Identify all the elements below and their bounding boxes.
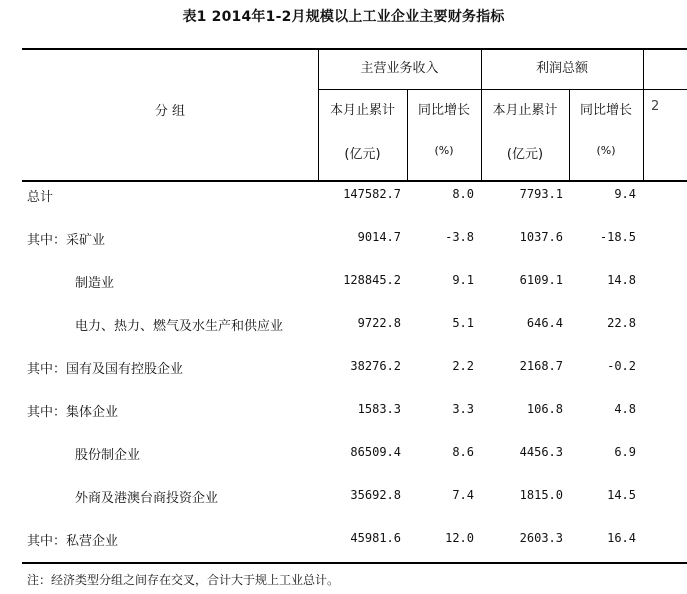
profit-cumulative-cell: 2168.7 [519,359,563,373]
revenue-cumulative-cell: 35692.8 [350,488,401,502]
revenue-cumulative-cell: 9722.8 [357,316,401,330]
header-group-rule [318,89,687,90]
table-bottom-rule [22,562,687,564]
revenue-cumulative-cell: 1583.3 [357,402,401,416]
revenue-growth-cell: 5.1 [452,316,474,330]
table-top-rule [22,48,687,50]
revenue-group-header: 主营业务收入 [360,61,439,76]
row-label: 股份制企业 [75,448,141,463]
revenue-growth-cell: 12.0 [445,531,474,545]
row-label: 其中：私营企业 [27,534,119,549]
revenue-cumulative-cell: 147582.7 [343,187,401,201]
column-unit: (%) [596,144,616,157]
column-header: 同比增长 [417,103,470,118]
revenue-growth-cell: 3.3 [452,402,474,416]
row-label: 其中：采矿业 [27,233,106,248]
revenue-growth-cell: 8.0 [452,187,474,201]
revenue-cumulative-cell: 9014.7 [357,230,401,244]
profit-growth-cell: 6.9 [614,445,636,459]
revenue-cumulative-cell: 86509.4 [350,445,401,459]
revenue-cumulative-cell: 38276.2 [350,359,401,373]
table-title: 表1 2014年1-2月规模以上工业企业主要财务指标 [182,9,505,25]
profit-cumulative-cell: 646.4 [526,316,563,330]
profit-cumulative-cell: 7793.1 [519,187,563,201]
group-column-header: 分 组 [154,104,186,119]
row-label: 制造业 [75,276,115,291]
profit-growth-cell: 9.4 [614,187,636,201]
profit-growth-cell: -18.5 [599,230,636,244]
column-unit: (亿元) [506,147,544,162]
header-divider [643,48,644,181]
profit-cumulative-cell: 2603.3 [519,531,563,545]
profit-growth-cell: 4.8 [614,402,636,416]
revenue-cumulative-cell: 45981.6 [350,531,401,545]
revenue-growth-cell: -3.8 [445,230,474,244]
row-label: 外商及港澳台商投资企业 [75,491,219,506]
profit-growth-cell: 22.8 [607,316,636,330]
row-label: 其中：集体企业 [27,405,119,420]
table-footnote: 注：经济类型分组之间存在交叉，合计大于规上工业总计。 [27,573,340,587]
profit-cumulative-cell: 6109.1 [519,273,563,287]
profit-cumulative-cell: 106.8 [526,402,563,416]
column-unit: (亿元) [344,147,381,162]
profit-growth-cell: 14.5 [607,488,636,502]
revenue-growth-cell: 7.4 [452,488,474,502]
column-header: 本月止累计 [492,103,558,118]
profit-cumulative-cell: 1037.6 [519,230,563,244]
column-header: 本月止累计 [329,103,395,118]
row-label: 其中：国有及国有控股企业 [27,362,184,377]
truncated-column-header: 2 [651,99,660,114]
revenue-growth-cell: 8.6 [452,445,474,459]
revenue-cumulative-cell: 128845.2 [343,273,401,287]
profit-growth-cell: 14.8 [607,273,636,287]
column-header: 同比增长 [579,103,632,118]
revenue-growth-cell: 9.1 [452,273,474,287]
profit-cumulative-cell: 1815.0 [519,488,563,502]
profit-group-header: 利润总额 [535,61,588,76]
column-unit: (%) [434,144,454,157]
profit-growth-cell: -0.2 [607,359,636,373]
row-label: 电力、热力、燃气及水生产和供应业 [75,319,284,334]
header-bottom-rule [22,180,687,182]
row-label: 总计 [27,190,54,205]
revenue-growth-cell: 2.2 [452,359,474,373]
profit-cumulative-cell: 4456.3 [519,445,563,459]
profit-growth-cell: 16.4 [607,531,636,545]
